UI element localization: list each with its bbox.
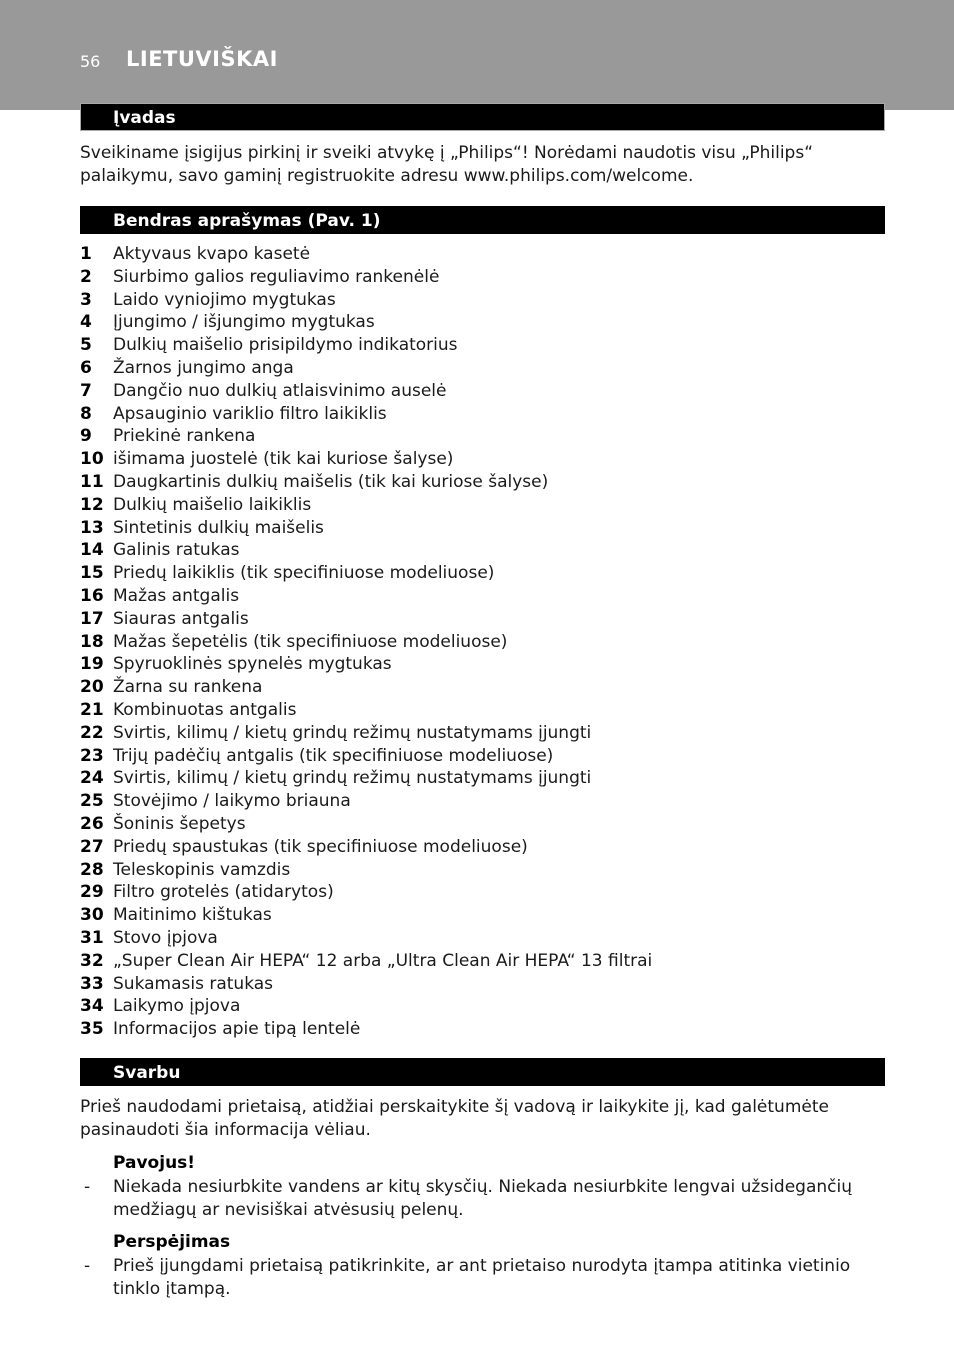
item-number: 19 (80, 654, 104, 675)
item-label: Teleskopinis vamzdis (113, 859, 291, 880)
item-label: Svirtis, kilimų / kietų grindų režimų nustatymams įjungti (113, 722, 592, 743)
item-number: 7 (80, 380, 92, 401)
language-heading: LIETUVIŠKAI (126, 47, 278, 71)
item-label: Kombinuotas antgalis (113, 699, 297, 720)
item-number: 18 (80, 631, 104, 652)
list-item (80, 836, 890, 859)
item-number: 1 (80, 244, 92, 264)
list-item (80, 813, 890, 836)
item-number: 8 (80, 403, 92, 424)
list-item (80, 790, 890, 813)
item-label: Apsauginio variklio filtro laikiklis (113, 403, 387, 424)
intro-paragraph: Sveikiname įsigijus pirkinį ir sveiki atvykę į „Philips“! Norėdami naudotis visu „Philips“ palaikymu, savo gaminį registruokite adresu www.philips.com/welcome. (80, 143, 814, 186)
item-label: Mažas šepetėlis (tik specifiniuose modeliuose) (113, 631, 508, 652)
item-label: „Super Clean Air HEPA“ 12 arba „Ultra Clean Air HEPA“ 13 filtrai (113, 950, 653, 971)
list-item (80, 539, 890, 562)
item-number: 12 (80, 494, 104, 515)
item-label: Žarnos jungimo anga (113, 357, 294, 378)
bullet-dash: - (84, 1177, 91, 1197)
section-bar-important (80, 1058, 885, 1086)
section-title: Įvadas (113, 108, 176, 128)
item-number: 34 (80, 996, 104, 1017)
item-number: 16 (80, 585, 104, 606)
list-item (80, 311, 890, 334)
list-item (80, 653, 890, 676)
list-item (80, 745, 890, 768)
item-label: Sukamasis ratukas (113, 973, 274, 994)
warning-heading: Perspėjimas (113, 1232, 231, 1252)
item-label: Sintetinis dulkių maišelis (113, 517, 324, 538)
item-label: Filtro grotelės (atidarytos) (113, 882, 334, 903)
list-item (80, 266, 890, 289)
item-number: 11 (80, 471, 104, 492)
item-number: 24 (80, 768, 104, 789)
list-item (80, 380, 890, 403)
item-label: Maitinimo kištukas (113, 905, 272, 926)
item-number: 29 (80, 882, 104, 903)
list-item (80, 1018, 890, 1041)
parts-list (80, 243, 890, 1041)
list-item (80, 471, 890, 494)
item-label: Dangčio nuo dulkių atlaisvinimo auselė (113, 380, 447, 401)
section-title: Bendras aprašymas (Pav. 1) (113, 211, 381, 231)
item-label: Šoninis šepetys (113, 813, 246, 834)
item-number: 28 (80, 859, 104, 880)
item-number: 10 (80, 449, 104, 470)
item-number: 23 (80, 745, 104, 766)
item-label: Laido vyniojimo mygtukas (113, 289, 336, 310)
list-item (80, 403, 890, 426)
item-label: Informacijos apie tipą lentelė (113, 1019, 361, 1040)
item-label: Laikymo įpjova (113, 996, 241, 1017)
header-bar (0, 0, 954, 110)
list-item (80, 289, 890, 312)
item-number: 31 (80, 927, 104, 948)
list-item (80, 448, 890, 471)
item-number: 30 (80, 905, 104, 926)
section-title: Svarbu (113, 1063, 181, 1083)
item-number: 5 (80, 335, 92, 356)
item-label: Stovėjimo / laikymo briauna (113, 791, 351, 812)
item-label: Galinis ratukas (113, 540, 240, 561)
list-item (80, 608, 890, 631)
item-number: 13 (80, 517, 104, 538)
item-number: 25 (80, 791, 104, 812)
item-number: 22 (80, 722, 104, 743)
item-number: 27 (80, 836, 104, 857)
item-number: 21 (80, 699, 104, 720)
item-label: Daugkartinis dulkių maišelis (tik kai kuriose šalyse) (113, 471, 549, 492)
list-item (80, 517, 890, 540)
list-item (80, 494, 890, 517)
item-number: 14 (80, 540, 104, 561)
list-item (80, 881, 890, 904)
list-item (80, 631, 890, 654)
item-number: 35 (80, 1019, 104, 1040)
list-item (80, 927, 890, 950)
item-label: išimama juostelė (tik kai kuriose šalyse) (113, 449, 454, 470)
list-item (80, 973, 890, 996)
list-item (80, 904, 890, 927)
item-number: 6 (80, 357, 92, 378)
list-item (80, 243, 890, 266)
list-item (80, 425, 890, 448)
item-label: Dulkių maišelio prisipildymo indikatorius (113, 335, 458, 356)
item-number: 26 (80, 813, 104, 834)
list-item (80, 585, 890, 608)
item-number: 15 (80, 563, 104, 584)
item-label: Priedų spaustukas (tik specifiniuose modeliuose) (113, 836, 528, 857)
section-bar-intro (80, 103, 885, 131)
item-label: Žarna su rankena (113, 677, 263, 698)
item-number: 33 (80, 973, 104, 994)
item-label: Siauras antgalis (113, 608, 249, 629)
item-number: 3 (80, 289, 92, 310)
item-number: 2 (80, 266, 92, 287)
warning-text: Prieš įjungdami prietaisą patikrinkite, ar ant prietaiso nurodyta įtampa atitinka vietinio tinklo įtampą. (113, 1256, 851, 1299)
item-label: Priekinė rankena (113, 426, 256, 447)
list-item (80, 767, 890, 790)
item-number: 17 (80, 608, 104, 629)
list-item (80, 699, 890, 722)
page-number: 56 (80, 52, 101, 71)
item-label: Trijų padėčių antgalis (tik specifiniuose modeliuose) (113, 745, 554, 766)
list-item (80, 676, 890, 699)
bullet-dash: - (84, 1256, 91, 1276)
list-item (80, 950, 890, 973)
item-label: Aktyvaus kvapo kasetė (113, 244, 311, 264)
item-label: Dulkių maišelio laikiklis (113, 494, 312, 515)
danger-text: Niekada nesiurbkite vandens ar kitų skysčių. Niekada nesiurbkite lengvai užsidegančių medžiagų ar nevisiškai atvėsusių pelenų. (113, 1177, 853, 1220)
danger-heading: Pavojus! (113, 1153, 196, 1173)
list-item (80, 859, 890, 882)
item-number: 4 (80, 312, 92, 333)
item-label: Priedų laikiklis (tik specifiniuose modeliuose) (113, 563, 495, 584)
list-item (80, 995, 890, 1018)
important-paragraph: Prieš naudodami prietaisą, atidžiai perskaitykite šį vadovą ir laikykite jį, kad galėtumėte pasinaudoti šia informacija vėliau. (80, 1097, 829, 1140)
list-item (80, 562, 890, 585)
item-label: Svirtis, kilimų / kietų grindų režimų nustatymams įjungti (113, 768, 592, 789)
list-item (80, 722, 890, 745)
item-label: Siurbimo galios reguliavimo rankenėlė (113, 266, 440, 287)
item-number: 32 (80, 950, 104, 971)
item-number: 9 (80, 426, 92, 447)
item-label: Spyruoklinės spynelės mygtukas (113, 654, 392, 675)
item-label: Stovo įpjova (113, 927, 218, 948)
section-bar-overview (80, 206, 885, 234)
item-label: Mažas antgalis (113, 585, 240, 606)
list-item (80, 357, 890, 380)
item-number: 20 (80, 677, 104, 698)
list-item (80, 334, 890, 357)
item-label: Įjungimo / išjungimo mygtukas (113, 312, 375, 333)
